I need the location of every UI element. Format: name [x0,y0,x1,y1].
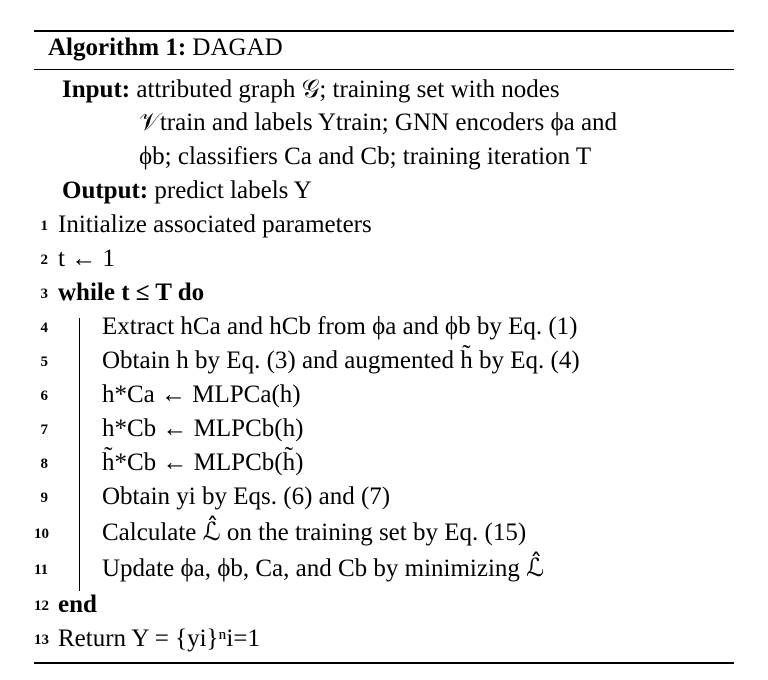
step-number: 9 [40,490,48,506]
step-number: 6 [40,388,48,404]
bottom-rule [34,662,734,664]
step-number: 8 [40,456,48,472]
step-text: Update ϕa, ϕb, Ca, and Cb by minimizing ℒ̂ [102,555,545,582]
input-label: Input: [62,76,131,103]
step-text: Initialize associated parameters [58,211,372,238]
step-text: h*Ca ← MLPCa(h) [102,381,301,408]
step-number: 3 [40,286,48,302]
step-number: 5 [40,354,48,370]
header-rule [34,69,734,70]
step-number: 10 [34,526,49,542]
step-number: 7 [40,422,48,438]
step-text: Calculate ℒ̂ on the training set by Eq. (15) [102,519,527,546]
top-rule [34,30,734,32]
step-number: 4 [40,320,48,336]
step-text: Return Y = {yi}ⁿi=1 [58,625,260,652]
step-number: 13 [34,632,49,648]
input-text-2: 𝒱train and labels Ytrain; GNN encoders ϕa and [139,109,618,136]
step-number: 12 [34,598,49,614]
step-number: 2 [40,252,48,268]
input-line-1 [62,75,560,105]
step-text: h̃*Cb ← MLPCb(h̃) [102,449,304,476]
step-text: h*Cb ← MLPCb(h) [102,415,304,442]
input-text-3: ϕb; classifiers Ca and Cb; training iteration T [139,143,592,170]
output-line [62,176,312,206]
algorithm-name: DAGAD [192,34,283,61]
algorithm-label: Algorithm 1: [48,34,187,61]
step-number: 1 [40,218,48,234]
step-text: t ← 1 [58,245,115,272]
step-text: Obtain yi by Eqs. (6) and (7) [102,483,391,510]
step-text: while t ≤ T do [58,279,205,306]
step-text: end [58,591,97,618]
loop-indent-bar [79,318,80,591]
step-text: Extract hCa and hCb from ϕa and ϕb by Eq. (1) [102,313,578,340]
output-label: Output: [62,177,149,204]
input-text-1: attributed graph 𝒢; training set with nodes [136,76,560,103]
output-text: predict labels Y [154,177,312,204]
algorithm-header [48,33,283,63]
step-text: Obtain h by Eq. (3) and augmented h̃ by Eq. (4) [102,347,580,374]
step-number: 11 [34,562,49,578]
